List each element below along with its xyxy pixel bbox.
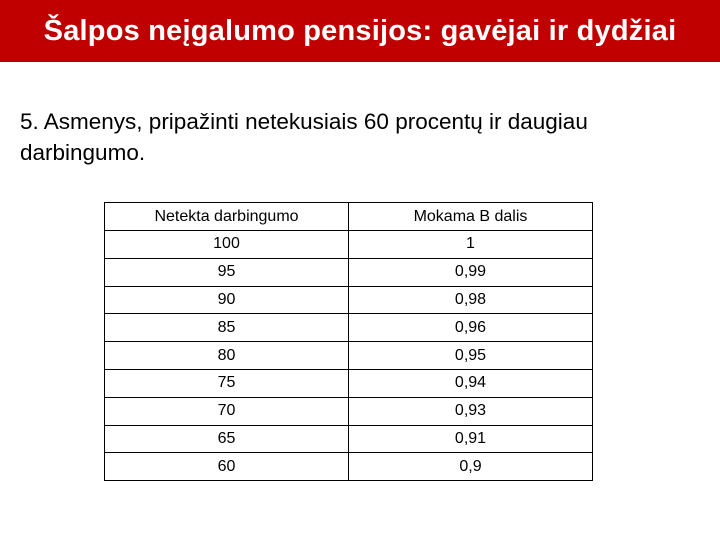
cell-paid-part-b: 0,98 — [349, 286, 593, 314]
header-paid-part-b: Mokama B dalis — [349, 203, 593, 231]
slide-title: Šalpos neįgalumo pensijos: gavėjai ir dydžiai — [43, 14, 677, 47]
cell-paid-part-b: 0,93 — [349, 397, 593, 425]
cell-paid-part-b: 0,95 — [349, 342, 593, 370]
cell-paid-part-b: 0,99 — [349, 258, 593, 286]
cell-lost-capacity: 75 — [105, 369, 349, 397]
cell-paid-part-b: 0,9 — [349, 453, 593, 481]
cell-lost-capacity: 90 — [105, 286, 349, 314]
table-row — [105, 342, 593, 370]
table-row — [105, 314, 593, 342]
cell-paid-part-b: 0,94 — [349, 369, 593, 397]
cell-lost-capacity: 95 — [105, 258, 349, 286]
header-lost-capacity: Netekta darbingumo — [105, 203, 349, 231]
table-row — [105, 286, 593, 314]
cell-lost-capacity: 70 — [105, 397, 349, 425]
pension-table-container — [104, 202, 593, 481]
cell-lost-capacity: 80 — [105, 342, 349, 370]
intro-text: 5. Asmenys, pripažinti netekusiais 60 procentų ir daugiau darbingumo. — [20, 109, 588, 165]
title-bar — [0, 0, 720, 62]
cell-lost-capacity: 60 — [105, 453, 349, 481]
cell-paid-part-b: 1 — [349, 231, 593, 259]
cell-lost-capacity: 85 — [105, 314, 349, 342]
pension-table — [104, 202, 593, 481]
table-row — [105, 425, 593, 453]
cell-paid-part-b: 0,96 — [349, 314, 593, 342]
table-row — [105, 453, 593, 481]
cell-paid-part-b: 0,91 — [349, 425, 593, 453]
table-row — [105, 258, 593, 286]
cell-lost-capacity: 65 — [105, 425, 349, 453]
table-row — [105, 397, 593, 425]
table-row — [105, 231, 593, 259]
table-header-row — [105, 203, 593, 231]
cell-lost-capacity: 100 — [105, 231, 349, 259]
table-row — [105, 369, 593, 397]
